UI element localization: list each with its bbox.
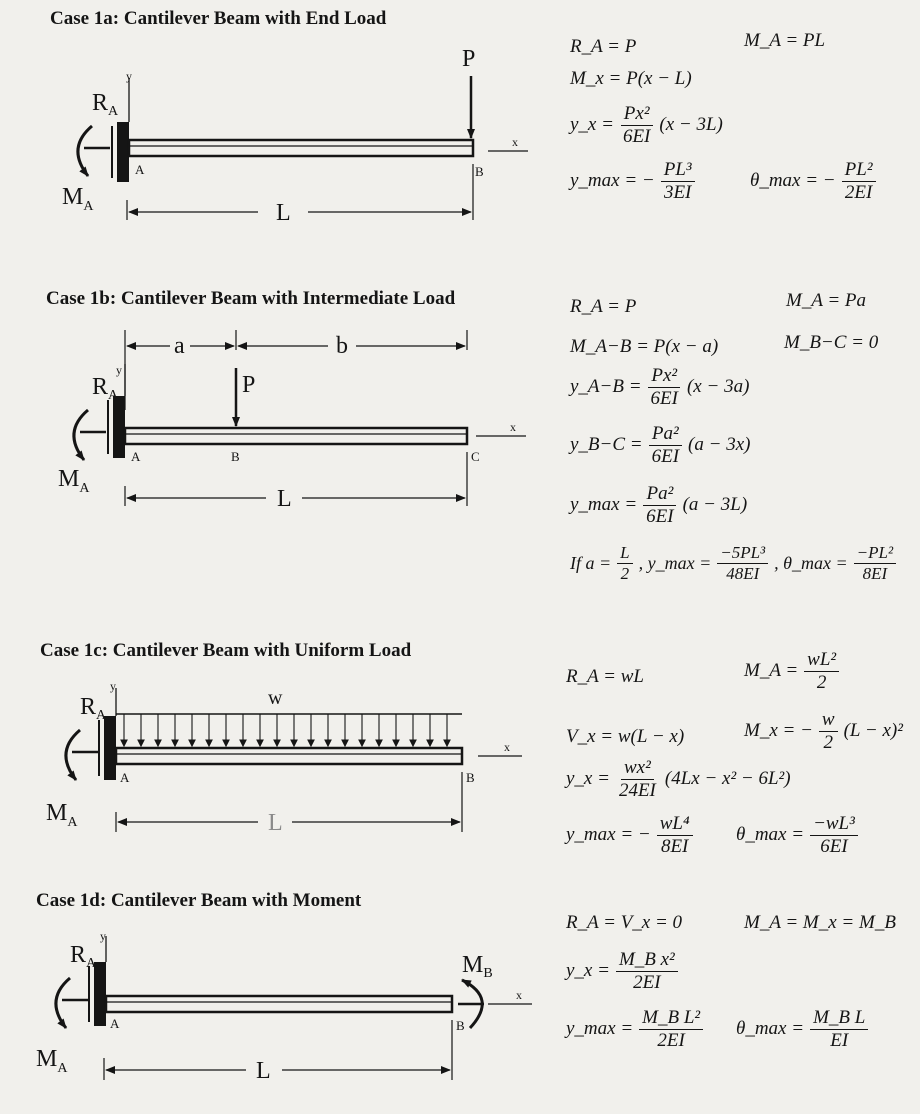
- reaction-moment-arrow: [56, 978, 70, 1028]
- moment-label: $M_A$: [36, 1046, 68, 1076]
- eq-yx: y_x = $\frac{\text{Px²}}{6EI}$ (x − 3L): [570, 103, 723, 147]
- reaction-label: $R_A$: [80, 694, 107, 723]
- applied-moment-label: $M_B$: [462, 952, 493, 981]
- eq-ma: M_A = PL: [744, 30, 826, 51]
- length-label: L: [256, 1058, 271, 1084]
- point-a-label: A: [131, 449, 141, 464]
- moment-label: $M_A$: [46, 800, 78, 830]
- eq-ma: M_A = Pa: [786, 290, 867, 311]
- eq-yx: y_x = $\frac{\text{M\_B x²}}{2EI}$: [566, 950, 680, 993]
- wall-support: [117, 122, 129, 182]
- eq-ma: M_A = $\frac{\text{wL²}}{2}$: [744, 650, 841, 693]
- wall-support: [104, 716, 116, 780]
- eq-ymax: y_max = $\frac{\text{Pa²}}{6EI}$ (a − 3L): [570, 483, 748, 527]
- point-b-label: B: [466, 770, 475, 785]
- moment-label: $M_A$: [58, 466, 90, 496]
- eq-ymax: y_max = − $\frac{\text{wL⁴}}{8EI}$: [566, 814, 695, 857]
- beam: [129, 140, 473, 156]
- point-b-label: B: [456, 1018, 465, 1033]
- y-axis-label: y: [110, 679, 116, 693]
- y-axis-label: y: [116, 363, 122, 377]
- reaction-moment-arrow: [78, 126, 92, 176]
- dimension-b-label: b: [336, 333, 348, 359]
- eq-theta-max: θ_max = − $\frac{\text{PL²}}{2EI}$: [750, 160, 878, 203]
- eq-mbc: M_B−C = 0: [784, 332, 879, 353]
- eq-ymax: y_max = $\frac{\text{M\_B L²}}{2EI}$: [566, 1008, 705, 1051]
- eq-mx: M_x = P(x − L): [570, 68, 692, 89]
- point-a-label: A: [135, 162, 145, 177]
- eq-yx: y_x = $\frac{\text{wx²}}{24EI}$ (4Lx − x² − 6L²): [566, 757, 791, 801]
- wall-support: [113, 396, 125, 458]
- length-label: L: [268, 810, 283, 836]
- point-a-label: A: [110, 1016, 120, 1031]
- eq-mx: M_x = − $\frac{w}{2}$ (L − x)²: [744, 709, 903, 753]
- x-axis-label: x: [504, 740, 510, 754]
- point-c-label: C: [471, 449, 480, 464]
- x-axis-label: x: [512, 135, 518, 149]
- eq-ra: R_A = V_x = 0: [566, 912, 683, 933]
- eq-ra: R_A = wL: [566, 666, 644, 687]
- y-axis-label: y: [126, 69, 132, 83]
- eq-vx: V_x = w(L − x): [566, 726, 685, 747]
- eq-special-case: If a = $\frac{L}{2}$ , y_max = $\frac{\text{−5PL³}}{48EI}$ , θ_max = $\frac{\text{−PL²}}{8EI}$: [570, 544, 898, 583]
- eq-ma: M_A = M_x = M_B: [744, 912, 896, 933]
- point-a-label: A: [120, 770, 130, 785]
- beam-diagram: [0, 280, 540, 540]
- reaction-label: $R_A$: [92, 374, 119, 403]
- eq-ymax: y_max = − $\frac{\text{PL³}}{3EI}$: [570, 160, 697, 203]
- length-label: L: [277, 486, 292, 512]
- case-1c: [0, 632, 920, 882]
- wall-support: [94, 962, 106, 1026]
- beam: [125, 428, 467, 444]
- moment-label: $M_A$: [62, 184, 94, 214]
- distributed-load-arrows: [121, 714, 450, 746]
- dimension-a-label: a: [174, 333, 185, 359]
- y-axis-label: y: [100, 929, 106, 943]
- case-title: Case 1a: Cantilever Beam with End Load: [50, 8, 387, 29]
- case-1a: [0, 0, 920, 260]
- x-axis-label: x: [510, 420, 516, 434]
- reaction-moment-arrow: [74, 410, 88, 460]
- eq-ra: R_A = P: [570, 296, 637, 317]
- length-label: L: [276, 200, 291, 226]
- eq-theta-max: θ_max = $\frac{\text{−wL³}}{6EI}$: [736, 814, 860, 857]
- beam-diagram: [0, 632, 540, 882]
- beam: [106, 996, 452, 1012]
- load-label: P: [242, 372, 256, 398]
- eq-mab: M_A−B = P(x − a): [570, 336, 719, 357]
- beam-diagram: [0, 882, 540, 1114]
- eq-yab: y_A−B = $\frac{\text{Px²}}{6EI}$ (x − 3a): [570, 365, 750, 409]
- point-b-label: B: [231, 449, 240, 464]
- reaction-moment-arrow: [66, 730, 80, 780]
- reaction-label: $R_A$: [92, 90, 119, 119]
- case-title: Case 1c: Cantilever Beam with Uniform Load: [40, 640, 412, 661]
- x-axis-label: x: [516, 988, 522, 1002]
- load-label: w: [268, 687, 283, 709]
- case-1b: [0, 280, 920, 620]
- load-label: P: [462, 46, 476, 72]
- case-title: Case 1b: Cantilever Beam with Intermediate Load: [46, 288, 456, 309]
- eq-theta-max: θ_max = $\frac{\text{M\_B L}}{EI}$: [736, 1008, 870, 1051]
- beam: [116, 748, 462, 764]
- reaction-label: $R_A$: [70, 942, 97, 971]
- case-1d: [0, 882, 920, 1114]
- eq-ybc: y_B−C = $\frac{\text{Pa²}}{6EI}$ (a − 3x): [570, 423, 751, 467]
- case-title: Case 1d: Cantilever Beam with Moment: [36, 890, 362, 911]
- point-b-label: B: [475, 164, 484, 179]
- beam-diagram: [0, 0, 540, 260]
- eq-ra: R_A = P: [570, 36, 637, 57]
